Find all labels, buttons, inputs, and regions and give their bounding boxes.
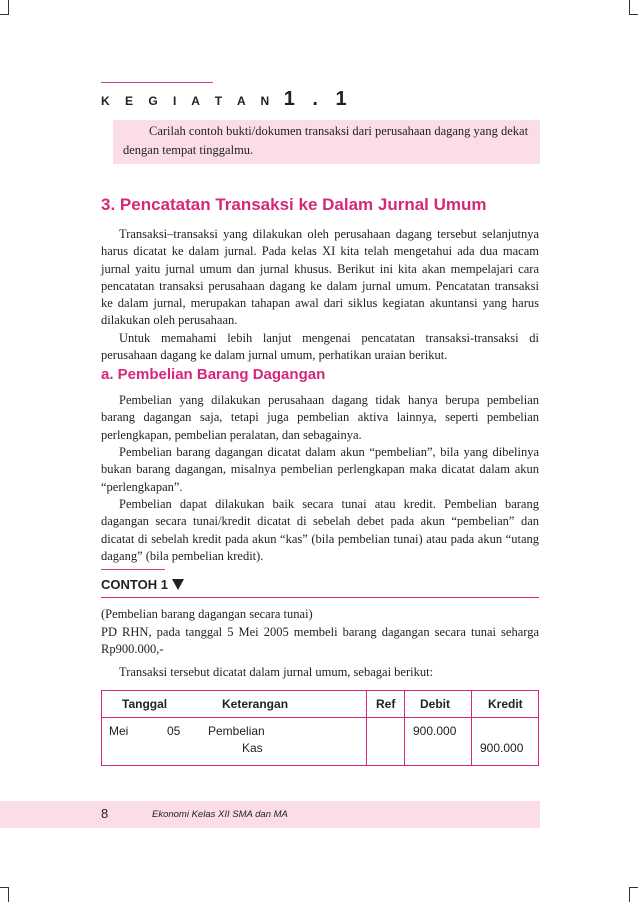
crop-mark-top-right (629, 0, 638, 15)
example-rule (101, 597, 539, 598)
example-line-3: Transaksi tersebut dicatat dalam jurnal umum, sebagai berikut: (119, 665, 434, 679)
activity-rule (101, 82, 213, 83)
column-divider (366, 691, 367, 765)
column-divider (404, 691, 405, 765)
activity-text: Carilah contoh bukti/dokumen transaksi dari perusahaan dagang yang dekat dengan tempat tinggalmu. (123, 124, 529, 157)
row-description-credit: Kas (242, 741, 263, 755)
header-ref: Ref (376, 697, 396, 711)
crop-mark-bottom-left (0, 887, 9, 902)
section-title: 3. Pencatatan Transaksi ke Dalam Jurnal Umum (101, 195, 487, 214)
page-number: 8 (101, 806, 109, 821)
example-label: CONTOH 1 (101, 577, 168, 592)
crop-mark-top-left (0, 0, 9, 15)
header-debit: Debit (420, 697, 450, 711)
row-description-debit: Pembelian (208, 724, 265, 738)
triangle-down-icon (172, 579, 184, 590)
section-paragraph-2: Untuk memahami lebih lanjut mengenai pencatatan transaksi-transaksi di perusahaan dagang ke dalam jurnal umum, perhatikan uraian berikut. (101, 331, 539, 363)
row-debit: 900.000 (413, 724, 457, 738)
subsection-paragraph-1: Pembelian yang dilakukan perusahaan dagang tidak hanya berupa pembelian barang dagangan saja, tetapi juga pembelian aktiva lainnya, seperti pembelian perlengkapan, pembelian peralatan, dan sebagainya. (101, 393, 539, 442)
column-divider (471, 691, 472, 765)
activity-box (113, 120, 540, 164)
crop-mark-bottom-right (629, 887, 638, 902)
activity-number: 1 . 1 (283, 88, 353, 110)
example-line-1: (Pembelian barang dagangan secara tunai) (101, 607, 313, 621)
row-day: 05 (167, 724, 181, 738)
header-description: Keterangan (222, 697, 289, 711)
row-month: Mei (109, 724, 129, 738)
subsection-title: a. Pembelian Barang Dagangan (101, 366, 326, 383)
journal-table (101, 690, 539, 766)
example-line-2: PD RHN, pada tanggal 5 Mei 2005 membeli barang dagangan secara tunai seharga Rp900.000,- (101, 625, 539, 657)
book-title: Ekonomi Kelas XII SMA dan MA (152, 809, 288, 820)
example-accent-rule (101, 569, 165, 570)
row-credit: 900.000 (480, 741, 524, 755)
journal-header-row (102, 691, 538, 718)
subsection-paragraph-3: Pembelian dapat dilakukan baik secara tunai atau kredit. Pembelian barang dagangan secara tunai/kredit dicatat di sebelah debet pada akun “pembelian” dan dicatat di sebelah kredit pada akun “kas” (bila pembelian tunai) atau pada akun “utang dagang” (bila pembelian kredit). (101, 497, 539, 563)
section-paragraph-1: Transaksi–transaksi yang dilakukan oleh perusahaan dagang tersebut selanjutnya harus dicatat ke dalam jurnal. Pada kelas XI kita telah mengetahui ada dua macam jurnal yaitu jurnal umum dan jurnal khusus. Berikut ini kita akan mempelajari cara pencatatan transaksi perusahaan dagang ke dalam jurnal umum. Pencatatan transaksi ke dalam jurnal, merupakan tahapan awal dari siklus kegiatan akuntansi yang harus dilakukan oleh perusahaan. (101, 227, 539, 328)
header-date: Tanggal (122, 697, 168, 711)
header-credit: Kredit (488, 697, 523, 711)
subsection-paragraph-2: Pembelian barang dagangan dicatat dalam akun “pembelian”, bila yang dibelinya bukan barang dagangan, misalnya pembelian perlengkapan maka dicatat dalam akun “perlengkapan”. (101, 445, 539, 494)
activity-label: K E G I A T A N (101, 94, 276, 108)
activity-heading (101, 88, 353, 111)
example-heading (101, 577, 184, 592)
